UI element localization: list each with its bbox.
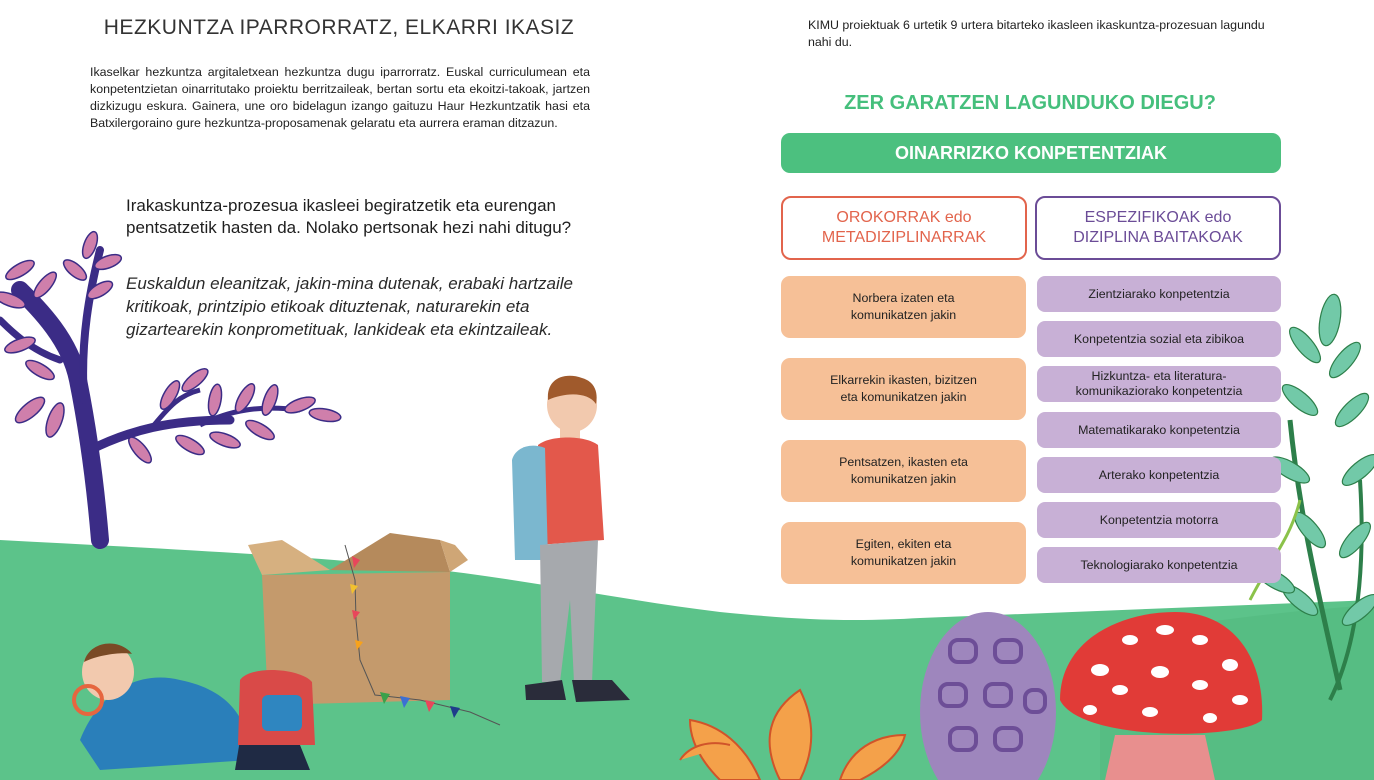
specific-item-line: Zientziarako konpetentzia — [1088, 286, 1230, 301]
general-competency-item — [781, 522, 1026, 584]
specific-title-line: DIZIPLINA BAITAKOAK — [1073, 229, 1243, 246]
specific-item-line: Arterako konpetentzia — [1098, 467, 1220, 482]
specific-competencies-header — [1035, 196, 1281, 260]
specific-title-line: ESPEZIFIKOAK edo — [1084, 209, 1232, 226]
specific-competency-item — [1037, 457, 1281, 493]
question-text: Irakaskuntza-prozesua ikasleei begiratzetik eta eurengan pentsatzetik hasten da. Nolako pertsonak hezi nahi ditugu? — [126, 196, 572, 237]
specific-competency-item — [1037, 276, 1281, 312]
specific-item-line: Konpetentzia motorra — [1099, 512, 1219, 527]
left-intro-paragraph: Ikaselkar hezkuntza argitaletxean hezkuntza dugu iparrorratz. Euskal curriculumean eta konpetentzietan oinarritutako proiektu berritzaileak, bertan sortu eta ekoitzi-takoak, jartzen dizkizugu eskura. Gainera, une oro bidelagun izango gaituzu Haur Hezkuntzatik hasi eta Batxilergoraino gure hezkuntza-proposamenak gelaratu eta aurrera eraman ditzazun. — [90, 65, 590, 130]
specific-item-line: Teknologiarako konpetentzia — [1080, 557, 1238, 572]
specific-item-line: Matematikarako konpetentzia — [1078, 422, 1240, 437]
general-item-line: Pentsatzen, ikasten eta — [839, 455, 968, 469]
general-item-line: Egiten, ekiten eta — [855, 537, 952, 551]
general-competency-item — [781, 358, 1026, 420]
specific-competency-item — [1037, 502, 1281, 538]
general-item-line: Elkarrekin ikasten, bizitzen — [830, 373, 977, 387]
general-title-line: METADIZIPLINARRAK — [821, 229, 987, 246]
general-competency-item — [781, 440, 1026, 502]
specific-competency-item — [1037, 547, 1281, 583]
competencies-banner-label: OINARRIZKO KONPETENTZIAK — [895, 142, 1167, 163]
general-item-line: komunikatzen jakin — [850, 308, 957, 322]
specific-item-line: Konpetentzia sozial eta zibikoa — [1073, 331, 1245, 346]
specific-competency-item — [1037, 321, 1281, 357]
general-item-line: Norbera izaten eta — [852, 291, 955, 305]
specific-item-line: Hizkuntza- eta literatura- — [1091, 369, 1227, 383]
competencies-banner — [781, 133, 1281, 173]
general-item-line: eta komunikatzen jakin — [840, 390, 967, 404]
general-competency-item — [781, 276, 1026, 338]
specific-competency-item — [1037, 366, 1281, 402]
left-page-title: HEZKUNTZA IPARRORRATZ, ELKARRI IKASIZ — [103, 16, 575, 39]
specific-competency-item — [1037, 412, 1281, 448]
general-item-line: komunikatzen jakin — [850, 472, 957, 486]
general-competencies-header — [781, 196, 1027, 260]
answer-text: Euskaldun eleanitzak, jakin-mina dutenak, erabaki hartzaile kritikoak, printzipio etikoak dituztenak, naturarekin eta gizartearekin konprometituak, lankideak eta ekintzaileak. — [126, 274, 573, 339]
general-title-line: OROKORRAK edo — [836, 209, 972, 226]
general-item-line: komunikatzen jakin — [850, 554, 957, 568]
section-heading: ZER GARATZEN LAGUNDUKO DIEGU? — [844, 92, 1216, 114]
right-intro-paragraph: KIMU proiektuak 6 urtetik 9 urtera bitarteko ikasleen ikaskuntza-prozesuan lagundu nahi du. — [808, 18, 1265, 49]
specific-item-line: komunikaziorako konpetentzia — [1075, 384, 1243, 398]
